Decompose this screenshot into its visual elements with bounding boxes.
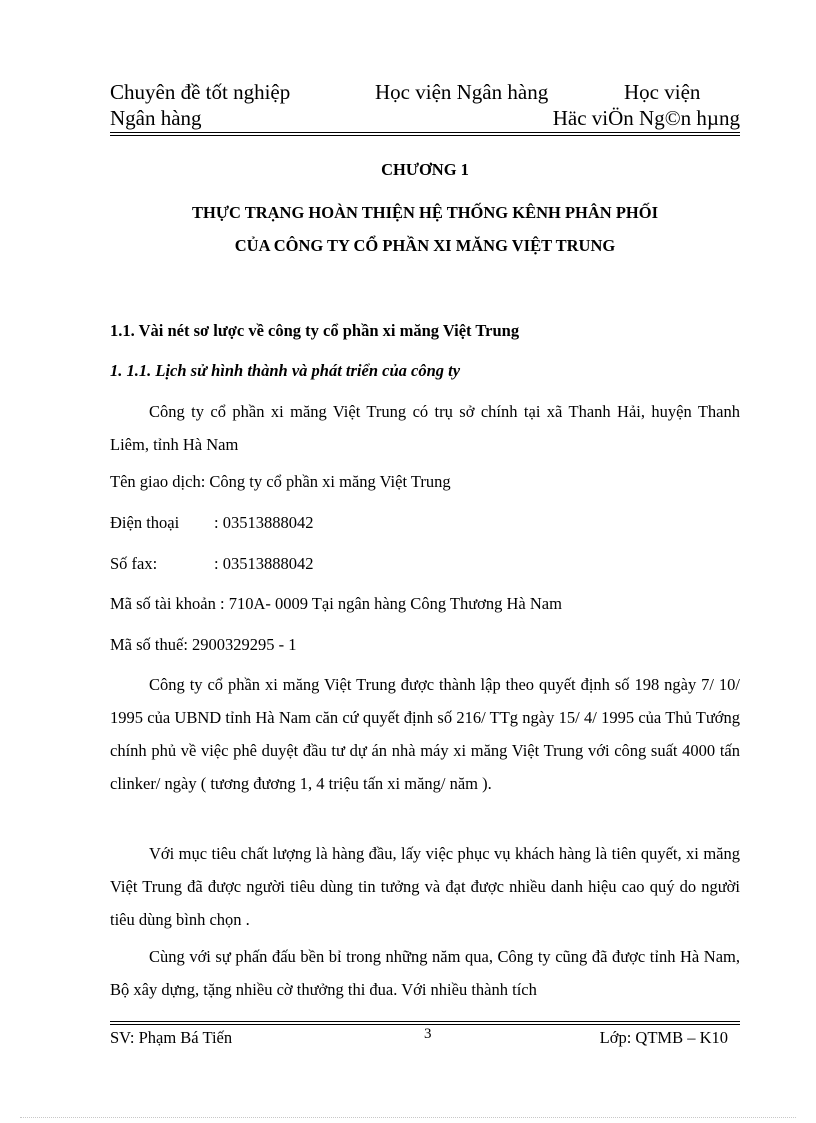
header-center-line1: Học viện Ngân hàng: [375, 80, 549, 104]
chapter-title-line1: THỰC TRẠNG HOÀN THIỆN HỆ THỐNG KÊNH PHÂN PHỐI: [191, 203, 659, 222]
footer-class: Lớp: QTMB – K10: [599, 1028, 728, 1047]
bank-account: Mã số tài khoản : 710A- 0009 Tại ngân hàng Công Thương Hà Nam: [110, 594, 562, 613]
fax-label: Số fax:: [110, 554, 158, 573]
paragraph-achievements: Cùng với sự phấn đấu bền bỉ trong những năm qua, Công ty cũng đã được tỉnh Hà Nam, Bộ xây dựng, tặng nhiều cờ thưởng thi đua. Với nhiều thành tích: [110, 947, 740, 999]
footer-page-number: 3: [424, 1026, 432, 1042]
paragraph-quality: Với mục tiêu chất lượng là hàng đầu, lấy việc phục vụ khách hàng là tiên quyết, xi măng Việt Trung đã được người tiêu dùng tin tưởng và đạt được nhiều danh hiệu cao quý do người tiêu dùng bình chọn .: [110, 844, 740, 929]
header-left-line1: Chuyên đề tốt nghiệp: [110, 80, 291, 104]
trade-name: Tên giao dịch: Công ty cổ phần xi măng Việt Trung: [110, 472, 451, 491]
tax-code: Mã số thuế: 2900329295 - 1: [110, 635, 297, 654]
page-edge-dotted-line: [20, 1117, 796, 1118]
fax-value: : 03513888042: [214, 554, 314, 573]
header-right-line2: Häc viÖn Ng©n hµng: [552, 106, 740, 130]
footer-student: SV: Phạm Bá Tiến: [110, 1028, 233, 1047]
subsection-heading: 1. 1.1. Lịch sử hình thành và phát triển của công ty: [110, 361, 461, 380]
header-rule-bottom: [110, 135, 740, 136]
footer-rule-top: [110, 1021, 740, 1022]
phone-value: : 03513888042: [214, 513, 314, 532]
paragraph-founding: Công ty cổ phần xi măng Việt Trung được thành lập theo quyết định số 198 ngày 7/ 10/ 1995 của UBND tỉnh Hà Nam căn cứ quyết định số 216/ TTg ngày 15/ 4/ 1995 của Thủ Tướng chính phủ về việc phê duyệt đầu tư dự án nhà máy xi măng Việt Trung với công suất 4000 tấn clinker/ ngày ( tương đương 1, 4 triệu tấn xi măng/ năm ).: [110, 675, 740, 793]
chapter-title-line2: CỦA CÔNG TY CỔ PHẦN XI MĂNG VIỆT TRUNG: [234, 236, 616, 255]
intro-paragraph: Công ty cổ phần xi măng Việt Trung có trụ sở chính tại xã Thanh Hải, huyện Thanh Liêm, tỉnh Hà Nam: [110, 402, 740, 454]
footer-rule-bottom: [110, 1024, 740, 1025]
section-heading: 1.1. Vài nét sơ lược về công ty cổ phần xi măng Việt Trung: [110, 321, 520, 340]
chapter-label: CHƯƠNG 1: [381, 160, 469, 179]
header-rule-top: [110, 132, 740, 133]
header-right-line1: Học viện: [624, 80, 701, 104]
header-left-line2: Ngân hàng: [110, 106, 202, 130]
phone-label: Điện thoại: [110, 513, 180, 532]
